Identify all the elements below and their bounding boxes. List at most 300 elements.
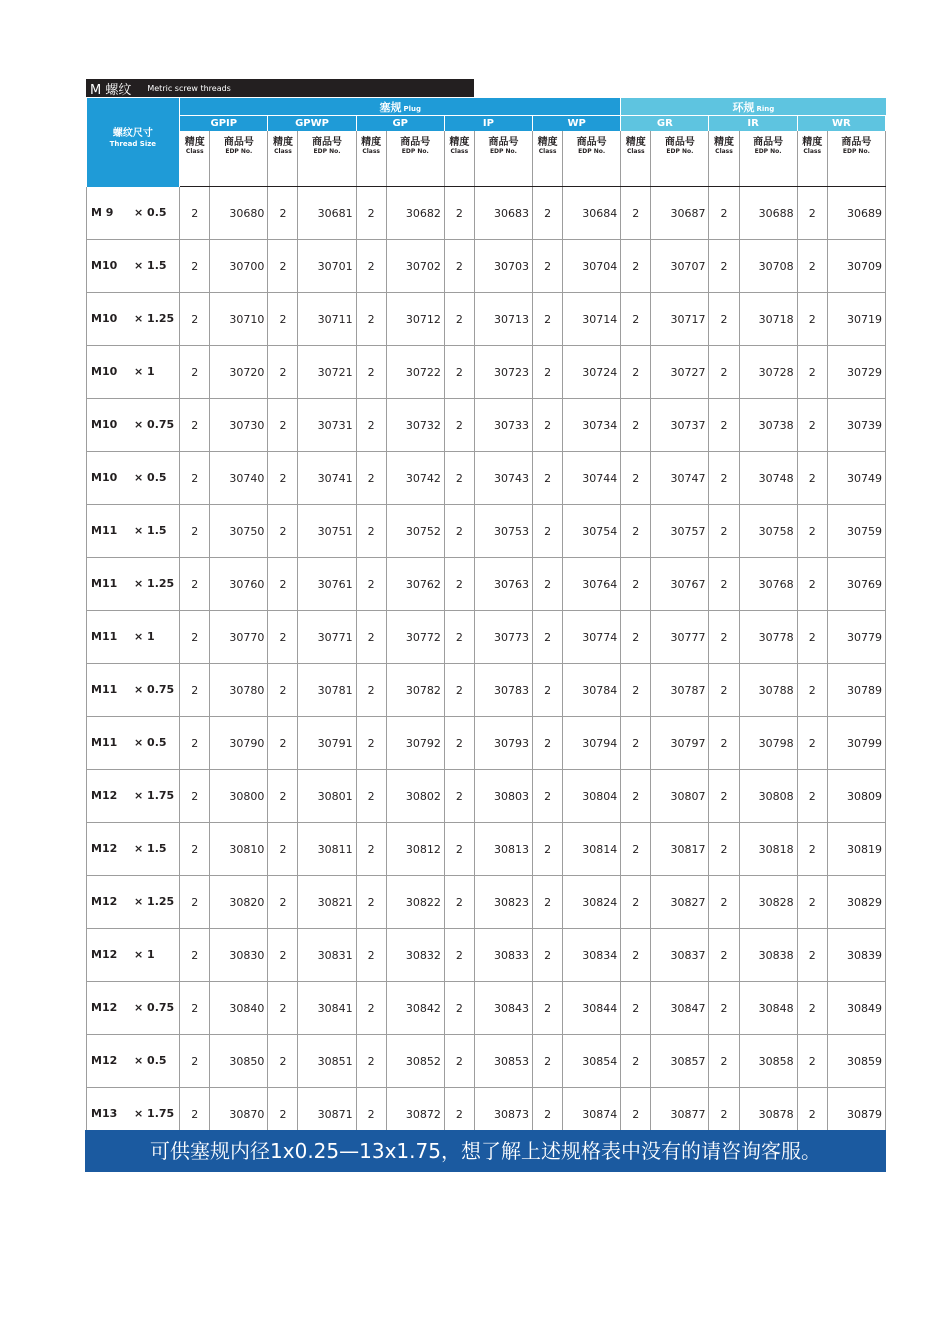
class-cell: 2 <box>621 770 651 823</box>
thread-pitch: × 1.75 <box>134 789 175 802</box>
class-header-cn: 精度 <box>714 137 734 148</box>
thread-diameter: M11 <box>91 524 118 537</box>
edp-cell: 30821 <box>298 876 356 929</box>
edp-cell: 30832 <box>386 929 444 982</box>
class-header-cn: 精度 <box>802 137 823 148</box>
edp-cell: 30681 <box>298 187 356 240</box>
class-cell: 2 <box>180 240 210 293</box>
thread-size-cell <box>87 240 180 293</box>
edp-cell: 30704 <box>563 240 621 293</box>
edp-cell: 30843 <box>474 982 532 1035</box>
edp-cell: 30702 <box>386 240 444 293</box>
edp-cell: 30742 <box>386 452 444 505</box>
class-cell: 2 <box>797 770 827 823</box>
class-cell: 2 <box>621 876 651 929</box>
class-header-en: Class <box>274 148 292 155</box>
edp-header-cn: 商品号 <box>400 137 431 148</box>
edp-cell: 30852 <box>386 1035 444 1088</box>
table-row <box>87 346 886 399</box>
thread-pitch: × 0.5 <box>134 1054 167 1067</box>
edp-cell: 30844 <box>563 982 621 1035</box>
edp-cell: 30680 <box>210 187 268 240</box>
class-cell: 2 <box>533 346 563 399</box>
edp-cell: 30838 <box>739 929 797 982</box>
class-cell: 2 <box>709 1088 739 1141</box>
class-cell: 2 <box>444 770 474 823</box>
class-cell: 2 <box>797 823 827 876</box>
edp-cell: 30874 <box>563 1088 621 1141</box>
edp-cell: 30723 <box>474 346 532 399</box>
edp-cell: 30812 <box>386 823 444 876</box>
thread-size-header-cn: 螺纹尺寸 <box>112 128 153 139</box>
edp-header-cn: 商品号 <box>753 137 784 148</box>
edp-cell: 30710 <box>210 293 268 346</box>
thread-pitch: × 1.5 <box>134 259 167 272</box>
thread-diameter: M11 <box>91 630 118 643</box>
thread-size-header-en: Thread Size <box>109 140 157 148</box>
class-header <box>533 131 563 187</box>
edp-cell: 30700 <box>210 240 268 293</box>
edp-cell: 30819 <box>827 823 885 876</box>
thread-diameter: M10 <box>91 259 118 272</box>
edp-cell: 30801 <box>298 770 356 823</box>
edp-cell: 30762 <box>386 558 444 611</box>
edp-cell: 30802 <box>386 770 444 823</box>
class-cell: 2 <box>533 187 563 240</box>
class-header-en: Class <box>450 148 469 155</box>
edp-cell: 30833 <box>474 929 532 982</box>
class-cell: 2 <box>180 399 210 452</box>
class-cell: 2 <box>621 240 651 293</box>
edp-cell: 30749 <box>827 452 885 505</box>
class-cell: 2 <box>621 558 651 611</box>
class-cell: 2 <box>709 505 739 558</box>
edp-cell: 30743 <box>474 452 532 505</box>
edp-cell: 30727 <box>651 346 709 399</box>
class-cell: 2 <box>533 452 563 505</box>
class-cell: 2 <box>180 293 210 346</box>
thread-diameter: M12 <box>91 1001 118 1014</box>
ring-header-cn: 环规 <box>732 100 755 114</box>
thread-pitch: × 0.75 <box>134 1001 175 1014</box>
edp-cell: 30737 <box>651 399 709 452</box>
edp-cell: 30703 <box>474 240 532 293</box>
edp-cell: 30853 <box>474 1035 532 1088</box>
section-title-cn: M 螺纹 <box>90 82 132 98</box>
edp-cell: 30773 <box>474 611 532 664</box>
class-cell: 2 <box>268 770 298 823</box>
edp-cell: 30753 <box>474 505 532 558</box>
class-cell: 2 <box>797 558 827 611</box>
edp-cell: 30734 <box>563 399 621 452</box>
edp-cell: 30870 <box>210 1088 268 1141</box>
edp-cell: 30779 <box>827 611 885 664</box>
edp-cell: 30687 <box>651 187 709 240</box>
table-row <box>87 982 886 1035</box>
class-header-cn: 精度 <box>537 137 558 148</box>
thread-size-cell <box>87 664 180 717</box>
class-cell: 2 <box>621 505 651 558</box>
edp-cell: 30722 <box>386 346 444 399</box>
class-cell: 2 <box>356 399 386 452</box>
thread-diameter: M12 <box>91 842 118 855</box>
edp-cell: 30717 <box>651 293 709 346</box>
thread-pitch: × 1 <box>134 365 155 378</box>
class-cell: 2 <box>268 717 298 770</box>
class-cell: 2 <box>533 664 563 717</box>
table-row <box>87 664 886 717</box>
class-cell: 2 <box>709 823 739 876</box>
class-header <box>444 131 474 187</box>
class-cell: 2 <box>709 452 739 505</box>
edp-cell: 30837 <box>651 929 709 982</box>
edp-header-cn: 商品号 <box>488 137 519 148</box>
edp-cell: 30848 <box>739 982 797 1035</box>
edp-cell: 30750 <box>210 505 268 558</box>
edp-cell: 30879 <box>827 1088 885 1141</box>
edp-cell: 30748 <box>739 452 797 505</box>
thread-pitch: × 1.25 <box>134 895 175 908</box>
edp-cell: 30781 <box>298 664 356 717</box>
class-cell: 2 <box>797 187 827 240</box>
edp-cell: 30707 <box>651 240 709 293</box>
class-cell: 2 <box>797 929 827 982</box>
gauge-type-wp: WP <box>533 116 621 132</box>
class-cell: 2 <box>180 982 210 1035</box>
edp-cell: 30763 <box>474 558 532 611</box>
thread-diameter: M11 <box>91 736 118 749</box>
table-row <box>87 452 886 505</box>
class-header-en: Class <box>185 148 204 155</box>
edp-cell: 30788 <box>739 664 797 717</box>
edp-cell: 30721 <box>298 346 356 399</box>
edp-header <box>651 131 709 187</box>
class-cell: 2 <box>797 611 827 664</box>
edp-cell: 30713 <box>474 293 532 346</box>
table-row <box>87 558 886 611</box>
class-cell: 2 <box>709 770 739 823</box>
gauge-type-ir: IR <box>709 116 797 132</box>
edp-cell: 30780 <box>210 664 268 717</box>
edp-cell: 30740 <box>210 452 268 505</box>
edp-cell: 30774 <box>563 611 621 664</box>
edp-cell: 30759 <box>827 505 885 558</box>
edp-header <box>210 131 268 187</box>
edp-cell: 30829 <box>827 876 885 929</box>
thread-diameter: M12 <box>91 1054 118 1067</box>
class-cell: 2 <box>709 1035 739 1088</box>
class-cell: 2 <box>268 664 298 717</box>
class-cell: 2 <box>533 770 563 823</box>
class-cell: 2 <box>533 240 563 293</box>
edp-cell: 30839 <box>827 929 885 982</box>
class-cell: 2 <box>709 240 739 293</box>
edp-header-en: EDP No. <box>489 148 517 155</box>
class-cell: 2 <box>797 1088 827 1141</box>
class-cell: 2 <box>444 399 474 452</box>
class-cell: 2 <box>180 505 210 558</box>
class-cell: 2 <box>533 876 563 929</box>
ring-header-en: Ring <box>756 104 775 113</box>
thread-pitch: × 0.75 <box>134 418 175 431</box>
class-cell: 2 <box>533 823 563 876</box>
edp-cell: 30823 <box>474 876 532 929</box>
class-header <box>180 131 210 187</box>
edp-cell: 30782 <box>386 664 444 717</box>
edp-cell: 30857 <box>651 1035 709 1088</box>
class-cell: 2 <box>444 929 474 982</box>
thread-size-cell <box>87 293 180 346</box>
edp-cell: 30728 <box>739 346 797 399</box>
class-cell: 2 <box>180 346 210 399</box>
thread-pitch: × 0.75 <box>134 683 175 696</box>
class-cell: 2 <box>709 558 739 611</box>
plug-header-cn: 塞规 <box>379 100 402 114</box>
edp-cell: 30850 <box>210 1035 268 1088</box>
class-cell: 2 <box>268 823 298 876</box>
class-cell: 2 <box>533 399 563 452</box>
class-cell: 2 <box>180 876 210 929</box>
edp-cell: 30738 <box>739 399 797 452</box>
edp-cell: 30769 <box>827 558 885 611</box>
class-cell: 2 <box>268 982 298 1035</box>
thread-pitch: × 1 <box>134 630 155 643</box>
edp-header-cn: 商品号 <box>312 137 343 148</box>
class-header-en: Class <box>626 148 645 155</box>
edp-cell: 30718 <box>739 293 797 346</box>
class-cell: 2 <box>180 770 210 823</box>
edp-cell: 30808 <box>739 770 797 823</box>
class-cell: 2 <box>356 823 386 876</box>
plug-group-header <box>180 98 621 116</box>
edp-cell: 30683 <box>474 187 532 240</box>
thread-diameter: M10 <box>91 312 118 325</box>
edp-cell: 30799 <box>827 717 885 770</box>
thread-size-cell <box>87 452 180 505</box>
class-cell: 2 <box>621 1035 651 1088</box>
table-row <box>87 293 886 346</box>
class-cell: 2 <box>709 187 739 240</box>
class-header <box>356 131 386 187</box>
edp-cell: 30729 <box>827 346 885 399</box>
edp-cell: 30804 <box>563 770 621 823</box>
class-cell: 2 <box>533 293 563 346</box>
edp-cell: 30708 <box>739 240 797 293</box>
class-cell: 2 <box>533 611 563 664</box>
edp-header-en: EDP No. <box>842 148 870 155</box>
class-header-en: Class <box>803 148 822 155</box>
class-cell: 2 <box>444 240 474 293</box>
edp-cell: 30754 <box>563 505 621 558</box>
class-cell: 2 <box>533 558 563 611</box>
edp-cell: 30719 <box>827 293 885 346</box>
edp-cell: 30751 <box>298 505 356 558</box>
class-cell: 2 <box>444 505 474 558</box>
class-cell: 2 <box>356 664 386 717</box>
class-cell: 2 <box>268 346 298 399</box>
edp-cell: 30787 <box>651 664 709 717</box>
table-row <box>87 187 886 240</box>
edp-cell: 30741 <box>298 452 356 505</box>
class-cell: 2 <box>180 611 210 664</box>
class-cell: 2 <box>709 876 739 929</box>
thread-pitch: × 0.5 <box>134 471 167 484</box>
edp-cell: 30739 <box>827 399 885 452</box>
class-cell: 2 <box>797 240 827 293</box>
edp-cell: 30712 <box>386 293 444 346</box>
table-row <box>87 399 886 452</box>
table-row <box>87 876 886 929</box>
edp-cell: 30877 <box>651 1088 709 1141</box>
thread-size-cell <box>87 717 180 770</box>
class-cell: 2 <box>797 505 827 558</box>
edp-cell: 30851 <box>298 1035 356 1088</box>
thread-size-cell <box>87 770 180 823</box>
thread-pitch: × 1.5 <box>134 842 167 855</box>
edp-header-cn: 商品号 <box>576 137 607 148</box>
class-cell: 2 <box>533 717 563 770</box>
edp-cell: 30730 <box>210 399 268 452</box>
class-cell: 2 <box>356 1088 386 1141</box>
thread-size-cell <box>87 346 180 399</box>
edp-cell: 30878 <box>739 1088 797 1141</box>
class-cell: 2 <box>356 770 386 823</box>
thread-diameter: M12 <box>91 895 118 908</box>
edp-cell: 30688 <box>739 187 797 240</box>
class-cell: 2 <box>180 664 210 717</box>
class-cell: 2 <box>797 452 827 505</box>
edp-header-en: EDP No. <box>578 148 606 155</box>
class-cell: 2 <box>444 717 474 770</box>
edp-cell: 30777 <box>651 611 709 664</box>
edp-cell: 30793 <box>474 717 532 770</box>
edp-cell: 30724 <box>563 346 621 399</box>
section-title-en: Metric screw threads <box>147 83 231 93</box>
table-row <box>87 929 886 982</box>
edp-header-en: EDP No. <box>401 148 429 155</box>
edp-cell: 30767 <box>651 558 709 611</box>
edp-cell: 30820 <box>210 876 268 929</box>
gauge-type-wr: WR <box>797 116 885 132</box>
class-cell: 2 <box>444 611 474 664</box>
edp-cell: 30771 <box>298 611 356 664</box>
edp-cell: 30809 <box>827 770 885 823</box>
class-cell: 2 <box>621 452 651 505</box>
class-cell: 2 <box>797 876 827 929</box>
class-cell: 2 <box>621 823 651 876</box>
edp-cell: 30872 <box>386 1088 444 1141</box>
ring-group-header <box>621 98 886 116</box>
class-cell: 2 <box>444 823 474 876</box>
thread-diameter: M13 <box>91 1107 118 1120</box>
edp-cell: 30818 <box>739 823 797 876</box>
gauge-type-ip: IP <box>444 116 532 132</box>
edp-cell: 30831 <box>298 929 356 982</box>
class-cell: 2 <box>444 1088 474 1141</box>
class-header-en: Class <box>715 148 733 155</box>
class-cell: 2 <box>268 1088 298 1141</box>
class-cell: 2 <box>444 982 474 1035</box>
class-cell: 2 <box>797 1035 827 1088</box>
class-cell: 2 <box>621 187 651 240</box>
class-cell: 2 <box>268 929 298 982</box>
class-cell: 2 <box>621 982 651 1035</box>
thread-size-cell <box>87 187 180 240</box>
thread-size-cell <box>87 982 180 1035</box>
class-cell: 2 <box>709 717 739 770</box>
thread-size-cell <box>87 399 180 452</box>
class-cell: 2 <box>180 452 210 505</box>
edp-cell: 30828 <box>739 876 797 929</box>
thread-size-cell <box>87 505 180 558</box>
class-cell: 2 <box>356 929 386 982</box>
class-cell: 2 <box>621 664 651 717</box>
thread-pitch: × 1.75 <box>134 1107 175 1120</box>
class-cell: 2 <box>709 664 739 717</box>
class-cell: 2 <box>444 558 474 611</box>
class-cell: 2 <box>180 929 210 982</box>
thread-size-cell <box>87 823 180 876</box>
edp-cell: 30709 <box>827 240 885 293</box>
thread-pitch: × 1.5 <box>134 524 167 537</box>
edp-cell: 30817 <box>651 823 709 876</box>
edp-header-cn: 商品号 <box>841 137 872 148</box>
edp-cell: 30814 <box>563 823 621 876</box>
thread-pitch: × 1.25 <box>134 577 175 590</box>
plug-header-en: Plug <box>403 104 421 113</box>
class-cell: 2 <box>709 982 739 1035</box>
class-cell: 2 <box>709 346 739 399</box>
thread-diameter: M12 <box>91 948 118 961</box>
class-cell: 2 <box>356 346 386 399</box>
edp-header-en: EDP No. <box>666 148 694 155</box>
edp-cell: 30744 <box>563 452 621 505</box>
edp-cell: 30682 <box>386 187 444 240</box>
class-cell: 2 <box>621 399 651 452</box>
edp-cell: 30747 <box>651 452 709 505</box>
edp-cell: 30758 <box>739 505 797 558</box>
thread-diameter: M12 <box>91 789 118 802</box>
edp-cell: 30811 <box>298 823 356 876</box>
edp-cell: 30822 <box>386 876 444 929</box>
class-cell: 2 <box>444 187 474 240</box>
edp-cell: 30733 <box>474 399 532 452</box>
thread-pitch: × 0.5 <box>134 205 167 219</box>
edp-cell: 30760 <box>210 558 268 611</box>
class-cell: 2 <box>180 1088 210 1141</box>
class-cell: 2 <box>709 293 739 346</box>
class-cell: 2 <box>356 505 386 558</box>
class-header-cn: 精度 <box>449 137 470 148</box>
class-cell: 2 <box>444 876 474 929</box>
class-cell: 2 <box>797 346 827 399</box>
thread-diameter: M11 <box>91 683 118 696</box>
footer-note: 可供塞规内径1x0.25—13x1.75，想了解上述规格表中没有的请咨询客服。 <box>85 1130 886 1172</box>
edp-header-cn: 商品号 <box>223 137 254 148</box>
class-cell: 2 <box>621 293 651 346</box>
class-cell: 2 <box>797 982 827 1035</box>
class-cell: 2 <box>797 293 827 346</box>
gauge-type-gp: GP <box>356 116 444 132</box>
edp-cell: 30701 <box>298 240 356 293</box>
thread-size-header <box>87 98 180 187</box>
edp-cell: 30840 <box>210 982 268 1035</box>
class-cell: 2 <box>180 717 210 770</box>
edp-cell: 30684 <box>563 187 621 240</box>
edp-header <box>563 131 621 187</box>
class-header-cn: 精度 <box>184 137 205 148</box>
class-header-cn: 精度 <box>625 137 646 148</box>
